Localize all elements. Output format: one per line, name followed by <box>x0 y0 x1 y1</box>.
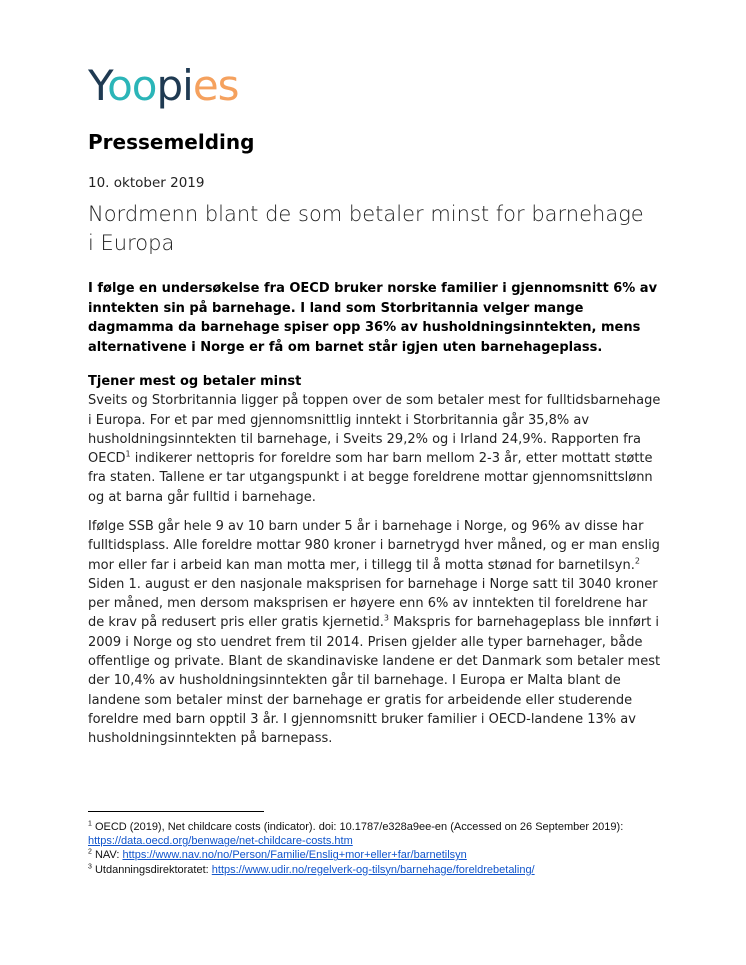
footnote-ref-1[interactable]: 1 <box>125 449 131 459</box>
yoopies-logo <box>88 64 260 114</box>
footnote-divider <box>88 811 264 812</box>
logo-wordmark <box>88 64 260 114</box>
headline: Nordmenn blant de som betaler minst for barnehage i Europa <box>88 202 644 255</box>
footnote-link[interactable]: https://www.udir.no/regelverk-og-tilsyn/barnehage/foreldrebetaling/ <box>211 863 535 876</box>
section-2-text-c: Makspris for barnehageplass ble innført i 2009 i Norge og sto uendret frem til 2014. Prisen gjelder alle typer barnehager, både offentlige og private. Blant de skandinaviske landene er det Danmark som betaler mest der 10,4% av husholdningsinntekten går til barnehage. I Europa er Malta blant de landene som betaler minst der barnehage er gratis for arbeidende eller studerende foreldre med barn opptil 3 år. I gjennomsnitt bruker familier i OECD-landene 13% av husholdningsinntekten på barnepass. <box>88 615 661 747</box>
footnote-link[interactable]: https://www.nav.no/no/Person/Familie/Enslig+mor+eller+far/barnetilsyn <box>122 849 467 862</box>
section-2-text-a: Ifølge SSB går hele 9 av 10 barn under 5 år i barnehage i Norge, og 96% av disse har fulltidsplass. Alle foreldre mottar 980 kroner i barnetrygd hver måned, og er man enslig mor eller far i arbeid kan man motta mer, i tillegg til å motta stønad for barnetilsyn. <box>88 519 660 573</box>
footnote-link[interactable]: https://data.oecd.org/benwage/net-childcare-costs.htm <box>88 835 353 848</box>
footnote-ref-3[interactable]: 3 <box>383 614 389 624</box>
footnote-number: 3 <box>88 862 92 870</box>
section-1-text-a: Sveits og Storbritannia ligger på toppen over de som betaler mest for fulltidsbarnehage i Europa. For et par med gjennomsnittlig inntekt i Storbritannia går 35,8% av husholdningsinntekten til barnehage, i Sveits 29,2% og i Irland 24,9%. Rapporten fra OECD <box>88 393 661 467</box>
footnote-number: 2 <box>88 848 92 856</box>
lead-paragraph: I følge en undersøkelse fra OECD bruker norske familier i gjennomsnitt 6% av inntekten sin på barnehage. I land som Storbritannia velger mange dagmamma da barnehage spiser opp 36% av husholdningsinntekten, mens alternativene i Norge er få om barnet står igjen uten barnehageplass. <box>88 281 658 355</box>
footnote-text: NAV: <box>91 849 123 862</box>
section-1 <box>88 372 663 507</box>
release-date: 10. oktober 2019 <box>88 175 205 191</box>
footnote-1 <box>88 820 663 848</box>
section-1-body <box>88 391 663 507</box>
footnote-3 <box>88 863 663 877</box>
footnote-text: OECD (2019), Net childcare costs (indicator). doi: 10.1787/e328a9ee-en (Accessed on 26 September 2019): <box>91 821 624 833</box>
section-2-text-b: Siden 1. august er den nasjonale maksprisen for barnehage i Norge satt til 3040 kroner per måned, men dersom maksprisen er høyere enn 6% av inntekten til foreldrene har de krav på redusert pris eller gratis kjernetid. <box>88 576 658 631</box>
svg-text:Yoopies: Yoopies <box>88 64 239 110</box>
section-2-body <box>88 517 663 749</box>
footnote-text: Utdanningsdirektoratet: <box>91 863 212 876</box>
section-2 <box>88 517 663 749</box>
document-label: Pressemelding <box>88 130 255 154</box>
footnote-ref-2[interactable]: 2 <box>634 556 640 566</box>
footnote-number: 1 <box>88 820 92 828</box>
section-1-text-b: indikerer nettopris for foreldre som har barn mellom 2-3 år, etter mottatt støtte fra staten. Tallene er tar utgangspunkt i at begge foreldrene mottar gjennomsnittslønn og at barna går fulltid i barnehage. <box>88 451 653 505</box>
footnotes <box>88 811 663 877</box>
section-1-heading: Tjener mest og betaler minst <box>88 374 302 389</box>
footnote-2 <box>88 848 663 862</box>
